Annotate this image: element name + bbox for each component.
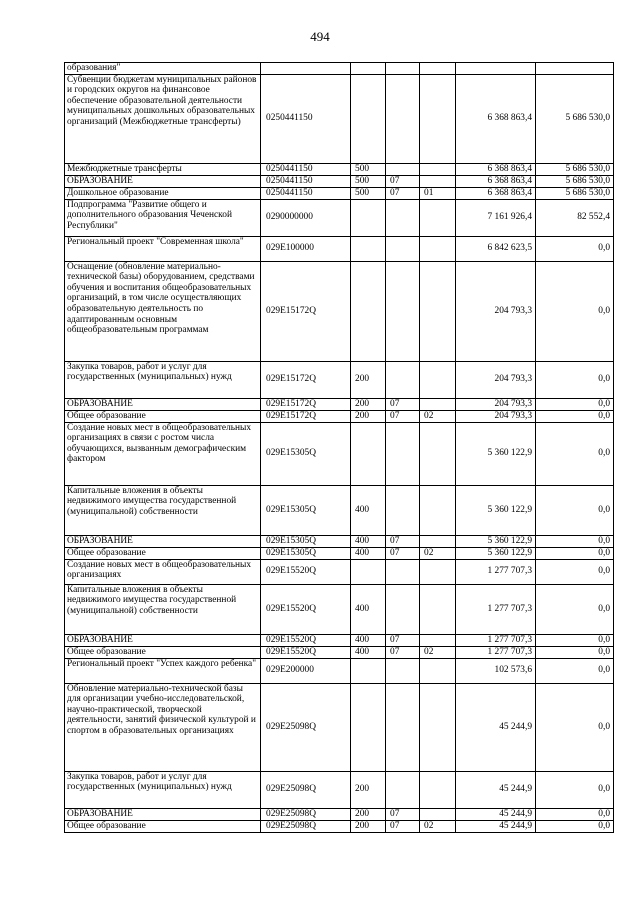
table-row: [65, 422, 614, 485]
amount-year2-cell: 5 686 530,0: [536, 74, 614, 163]
subsection-cell: [420, 422, 456, 485]
subsection-cell: [420, 175, 456, 187]
amount-year1-cell: 1 277 707,3: [456, 646, 536, 658]
amount-year1-cell: 6 368 863,4: [456, 163, 536, 175]
table-row: [65, 808, 614, 820]
target-article-cell: 029E25098Q: [261, 820, 351, 832]
table-row: [65, 771, 614, 808]
table-row: [65, 63, 614, 75]
target-article-cell: 0250441150: [261, 163, 351, 175]
table-row: [65, 410, 614, 422]
amount-year2-cell: 0,0: [536, 584, 614, 634]
table-row: [65, 485, 614, 535]
amount-year2-cell: 5 686 530,0: [536, 187, 614, 199]
page-number: 494: [310, 29, 330, 44]
row-name-cell: ОБРАЗОВАНИЕ: [65, 175, 261, 187]
subsection-cell: [420, 63, 456, 75]
subsection-cell: [420, 535, 456, 547]
section-cell: [386, 422, 420, 485]
expense-type-cell: [351, 559, 386, 584]
amount-year2-cell: 0,0: [536, 398, 614, 410]
target-article-cell: 029E15520Q: [261, 634, 351, 646]
budget-table-body: [65, 63, 614, 833]
row-name-cell: Региональный проект "Успех каждого ребенка": [65, 658, 261, 683]
amount-year1-cell: 1 277 707,3: [456, 584, 536, 634]
subsection-cell: [420, 485, 456, 535]
row-name-cell: ОБРАЗОВАНИЕ: [65, 634, 261, 646]
expense-type-cell: 200: [351, 398, 386, 410]
expense-type-cell: 400: [351, 547, 386, 559]
subsection-cell: 02: [420, 646, 456, 658]
amount-year2-cell: 0,0: [536, 261, 614, 361]
row-name-cell: ОБРАЗОВАНИЕ: [65, 398, 261, 410]
amount-year2-cell: [536, 63, 614, 75]
target-article-cell: 029E200000: [261, 658, 351, 683]
section-cell: 07: [386, 634, 420, 646]
section-cell: 07: [386, 808, 420, 820]
section-cell: [386, 658, 420, 683]
amount-year1-cell: 45 244,9: [456, 771, 536, 808]
expense-type-cell: 200: [351, 820, 386, 832]
row-name-cell: Общее образование: [65, 646, 261, 658]
subsection-cell: 01: [420, 187, 456, 199]
row-name-cell: Межбюджетные трансферты: [65, 163, 261, 175]
amount-year2-cell: 0,0: [536, 547, 614, 559]
table-row: [65, 199, 614, 236]
expense-type-cell: [351, 261, 386, 361]
row-name-cell: Создание новых мест в общеобразовательных организациях в связи с ростом числа обучающихся, вызванным демографическим фактором: [65, 422, 261, 485]
section-cell: 07: [386, 820, 420, 832]
expense-type-cell: [351, 422, 386, 485]
target-article-cell: 0250441150: [261, 74, 351, 163]
subsection-cell: 02: [420, 547, 456, 559]
subsection-cell: [420, 361, 456, 398]
amount-year2-cell: 0,0: [536, 658, 614, 683]
amount-year1-cell: 204 793,3: [456, 410, 536, 422]
target-article-cell: 029E100000: [261, 236, 351, 261]
table-row: [65, 584, 614, 634]
section-cell: [386, 771, 420, 808]
section-cell: [386, 261, 420, 361]
section-cell: [386, 236, 420, 261]
table-row: [65, 187, 614, 199]
amount-year1-cell: [456, 63, 536, 75]
expense-type-cell: [351, 63, 386, 75]
section-cell: [386, 584, 420, 634]
table-row: [65, 658, 614, 683]
subsection-cell: [420, 199, 456, 236]
expense-type-cell: 500: [351, 163, 386, 175]
table-row: [65, 163, 614, 175]
amount-year2-cell: 0,0: [536, 634, 614, 646]
amount-year1-cell: 204 793,3: [456, 398, 536, 410]
target-article-cell: 029E15172Q: [261, 261, 351, 361]
section-cell: [386, 63, 420, 75]
row-name-cell: Закупка товаров, работ и услуг для государственных (муниципальных) нужд: [65, 771, 261, 808]
amount-year1-cell: 6 368 863,4: [456, 175, 536, 187]
table-row: [65, 261, 614, 361]
row-name-cell: Подпрограмма "Развитие общего и дополнительного образования Чеченской Республики": [65, 199, 261, 236]
section-cell: 07: [386, 410, 420, 422]
row-name-cell: Капитальные вложения в объекты недвижимого имущества государственной (муниципальной) собственности: [65, 485, 261, 535]
expense-type-cell: 500: [351, 187, 386, 199]
row-name-cell: Оснащение (обновление материально-технической базы) оборудованием, средствами обучения и воспитания общеобразовательных организаций, в том числе осуществляющих образовательную деятельность по адаптированным основным общеобразовательным программам: [65, 261, 261, 361]
amount-year2-cell: 0,0: [536, 485, 614, 535]
section-cell: 07: [386, 398, 420, 410]
expense-type-cell: 400: [351, 535, 386, 547]
amount-year1-cell: 204 793,3: [456, 361, 536, 398]
expense-type-cell: 400: [351, 485, 386, 535]
section-cell: [386, 74, 420, 163]
amount-year2-cell: 0,0: [536, 808, 614, 820]
expense-type-cell: 200: [351, 410, 386, 422]
target-article-cell: 0290000000: [261, 199, 351, 236]
amount-year1-cell: 6 368 863,4: [456, 74, 536, 163]
amount-year1-cell: 204 793,3: [456, 261, 536, 361]
expense-type-cell: [351, 199, 386, 236]
subsection-cell: [420, 808, 456, 820]
row-name-cell: Общее образование: [65, 547, 261, 559]
subsection-cell: 02: [420, 410, 456, 422]
subsection-cell: [420, 683, 456, 771]
target-article-cell: 029E15305Q: [261, 547, 351, 559]
table-row: [65, 820, 614, 832]
expense-type-cell: [351, 658, 386, 683]
row-name-cell: Закупка товаров, работ и услуг для государственных (муниципальных) нужд: [65, 361, 261, 398]
target-article-cell: 029E15520Q: [261, 559, 351, 584]
expense-type-cell: 500: [351, 175, 386, 187]
table-row: [65, 646, 614, 658]
target-article-cell: 029E15520Q: [261, 584, 351, 634]
target-article-cell: [261, 63, 351, 75]
amount-year1-cell: 1 277 707,3: [456, 634, 536, 646]
row-name-cell: Дошкольное образование: [65, 187, 261, 199]
amount-year2-cell: 0,0: [536, 559, 614, 584]
amount-year1-cell: 1 277 707,3: [456, 559, 536, 584]
section-cell: [386, 683, 420, 771]
target-article-cell: 029E15172Q: [261, 361, 351, 398]
table-row: [65, 236, 614, 261]
table-row: [65, 398, 614, 410]
amount-year2-cell: 0,0: [536, 361, 614, 398]
table-row: [65, 634, 614, 646]
table-row: [65, 559, 614, 584]
section-cell: 07: [386, 187, 420, 199]
amount-year2-cell: 0,0: [536, 683, 614, 771]
amount-year1-cell: 7 161 926,4: [456, 199, 536, 236]
expense-type-cell: 400: [351, 634, 386, 646]
expense-type-cell: [351, 74, 386, 163]
target-article-cell: 0250441150: [261, 187, 351, 199]
row-name-cell: ОБРАЗОВАНИЕ: [65, 535, 261, 547]
section-cell: [386, 163, 420, 175]
expense-type-cell: [351, 236, 386, 261]
budget-table: [64, 62, 614, 833]
row-name-cell: Региональный проект "Современная школа": [65, 236, 261, 261]
amount-year2-cell: 0,0: [536, 646, 614, 658]
subsection-cell: [420, 771, 456, 808]
subsection-cell: [420, 261, 456, 361]
table-row: [65, 547, 614, 559]
expense-type-cell: 200: [351, 808, 386, 820]
amount-year1-cell: 6 842 623,5: [456, 236, 536, 261]
table-row: [65, 535, 614, 547]
amount-year2-cell: 0,0: [536, 422, 614, 485]
amount-year2-cell: 5 686 530,0: [536, 175, 614, 187]
amount-year2-cell: 0,0: [536, 410, 614, 422]
target-article-cell: 029E25098Q: [261, 808, 351, 820]
subsection-cell: [420, 236, 456, 261]
amount-year2-cell: 0,0: [536, 771, 614, 808]
expense-type-cell: 200: [351, 771, 386, 808]
target-article-cell: 029E15172Q: [261, 398, 351, 410]
target-article-cell: 0250441150: [261, 175, 351, 187]
subsection-cell: [420, 398, 456, 410]
amount-year2-cell: 82 552,4: [536, 199, 614, 236]
row-name-cell: ОБРАЗОВАНИЕ: [65, 808, 261, 820]
amount-year2-cell: 0,0: [536, 535, 614, 547]
row-name-cell: Субвенции бюджетам муниципальных районов и городских округов на финансовое обеспечение образовательной деятельности муниципальных дошкольных образовательных организаций (Межбюджетные трансферты): [65, 74, 261, 163]
section-cell: [386, 361, 420, 398]
target-article-cell: 029E15305Q: [261, 485, 351, 535]
section-cell: [386, 559, 420, 584]
row-name-cell: Создание новых мест в общеобразовательных организациях: [65, 559, 261, 584]
section-cell: 07: [386, 535, 420, 547]
amount-year2-cell: 5 686 530,0: [536, 163, 614, 175]
section-cell: 07: [386, 175, 420, 187]
target-article-cell: 029E15172Q: [261, 410, 351, 422]
target-article-cell: 029E15305Q: [261, 422, 351, 485]
table-row: [65, 74, 614, 163]
table-row: [65, 361, 614, 398]
section-cell: 07: [386, 646, 420, 658]
subsection-cell: [420, 163, 456, 175]
amount-year1-cell: 5 360 122,9: [456, 535, 536, 547]
subsection-cell: [420, 584, 456, 634]
expense-type-cell: 400: [351, 646, 386, 658]
section-cell: [386, 199, 420, 236]
row-name-cell: Капитальные вложения в объекты недвижимого имущества государственной (муниципальной) собственности: [65, 584, 261, 634]
table-row: [65, 683, 614, 771]
target-article-cell: 029E15305Q: [261, 535, 351, 547]
amount-year1-cell: 45 244,9: [456, 820, 536, 832]
target-article-cell: 029E25098Q: [261, 771, 351, 808]
subsection-cell: [420, 559, 456, 584]
row-name-cell: Общее образование: [65, 820, 261, 832]
target-article-cell: 029E15520Q: [261, 646, 351, 658]
amount-year2-cell: 0,0: [536, 236, 614, 261]
subsection-cell: [420, 74, 456, 163]
table-row: [65, 175, 614, 187]
section-cell: 07: [386, 547, 420, 559]
amount-year1-cell: 5 360 122,9: [456, 485, 536, 535]
section-cell: [386, 485, 420, 535]
row-name-cell: Общее образование: [65, 410, 261, 422]
amount-year2-cell: 0,0: [536, 820, 614, 832]
target-article-cell: 029E25098Q: [261, 683, 351, 771]
subsection-cell: 02: [420, 820, 456, 832]
amount-year1-cell: 45 244,9: [456, 808, 536, 820]
expense-type-cell: [351, 683, 386, 771]
amount-year1-cell: 102 573,6: [456, 658, 536, 683]
subsection-cell: [420, 658, 456, 683]
amount-year1-cell: 6 368 863,4: [456, 187, 536, 199]
row-name-cell: Обновление материально-технической базы для организации учебно-исследовательской, научно-практической, творческой деятельности, занятий физической культурой и спортом в образовательных организациях: [65, 683, 261, 771]
expense-type-cell: 200: [351, 361, 386, 398]
row-name-cell: образования": [65, 63, 261, 75]
amount-year1-cell: 45 244,9: [456, 683, 536, 771]
amount-year1-cell: 5 360 122,9: [456, 422, 536, 485]
expense-type-cell: 400: [351, 584, 386, 634]
amount-year1-cell: 5 360 122,9: [456, 547, 536, 559]
subsection-cell: [420, 634, 456, 646]
